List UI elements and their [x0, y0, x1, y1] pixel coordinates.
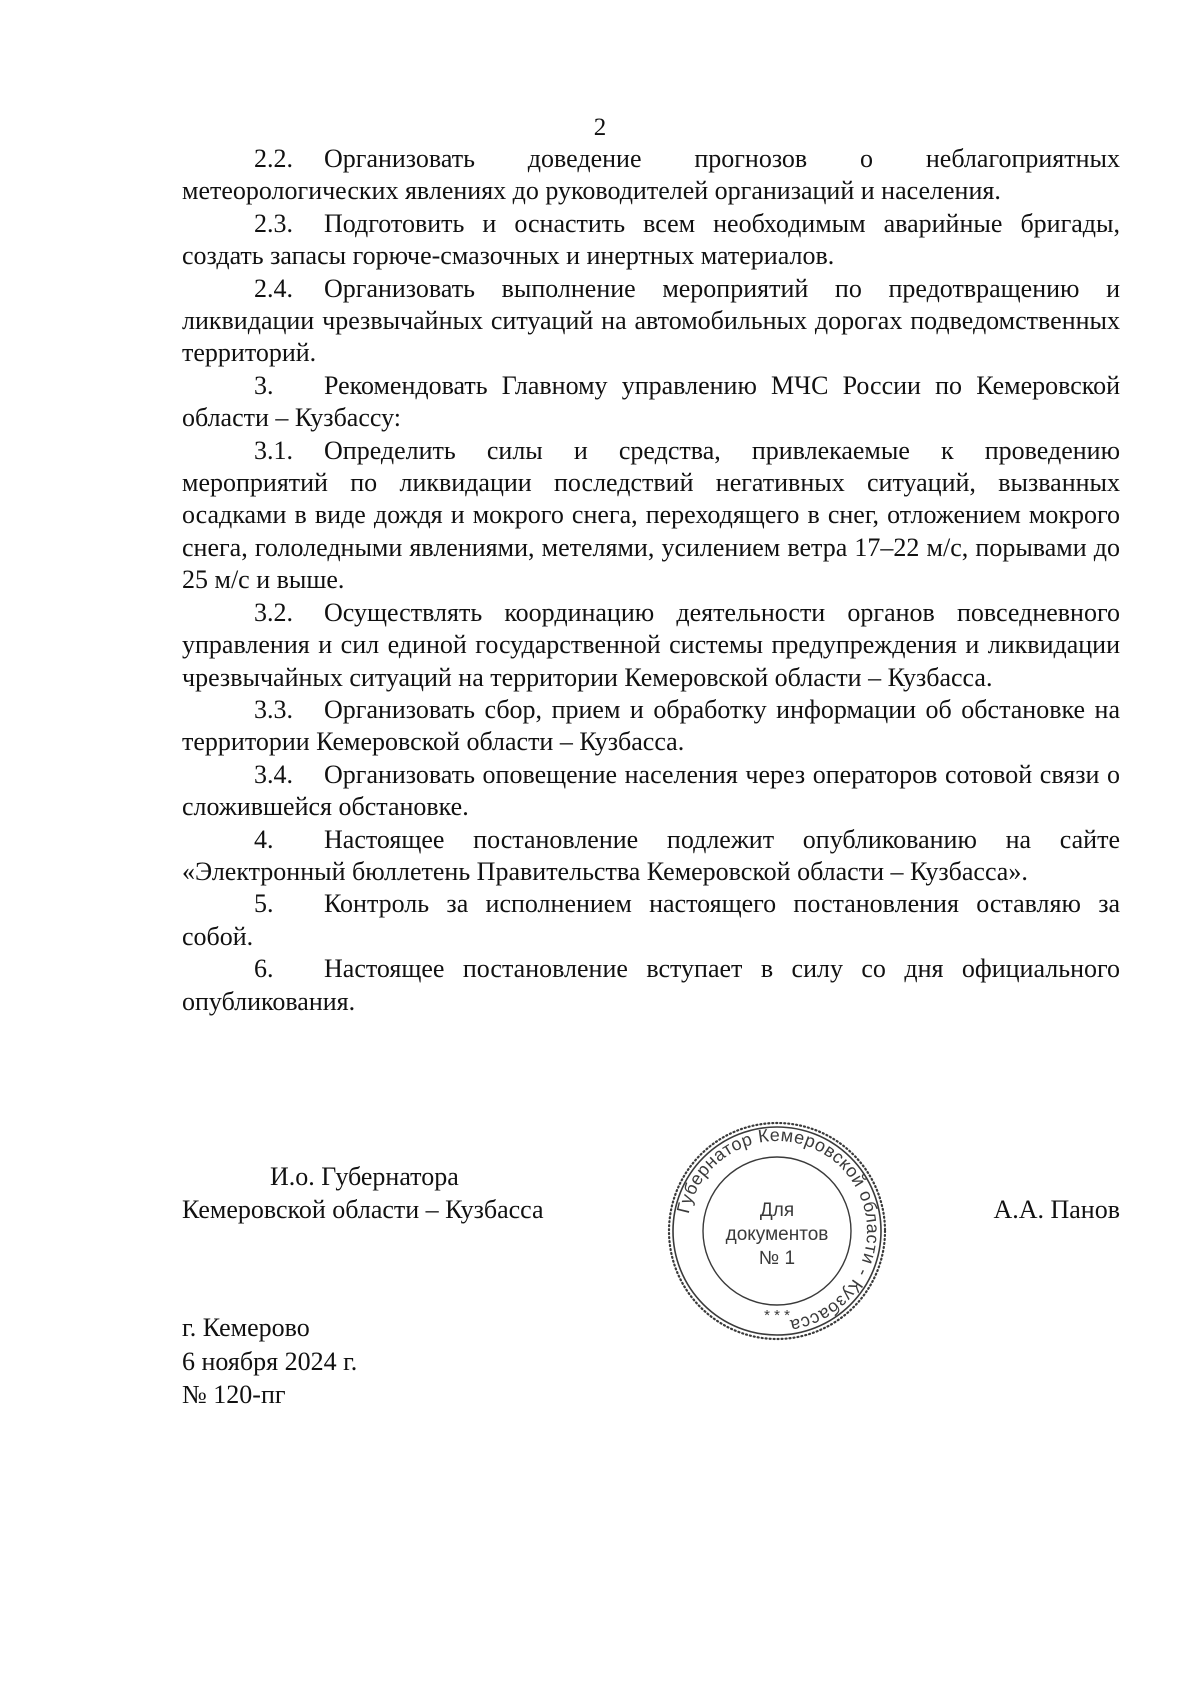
paragraph-number: 3.4.: [254, 759, 293, 789]
paragraph-3: [182, 370, 1120, 435]
paragraph-3-3: [182, 694, 1120, 759]
paragraph-text: Контроль за исполнением настоящего постановления оставляю за собой.: [182, 889, 1120, 951]
paragraph-text: Организовать сбор, прием и обработку информации об обстановке на территории Кемеровской области – Кузбасса.: [182, 694, 1120, 757]
paragraph-text: Осуществлять координацию деятельности органов повседневного управления и сил единой государственной системы предупреждения и ликвидации чрезвычайных ситуаций на территории Кемеровской области – Кузбасса.: [182, 597, 1120, 692]
paragraph-6: [182, 953, 1120, 1018]
seal-center-line1: Для: [759, 1200, 795, 1221]
paragraph-text: Настоящее постановление подлежит опубликованию на сайте «Электронный бюллетень Правительства Кемеровской области – Кузбасса».: [182, 824, 1120, 886]
paragraph-number: 2.2.: [254, 144, 293, 173]
seal-ring-text: Губернатор Кемеровской области - Кузбасса: [672, 1124, 884, 1337]
signatory-title: [182, 1160, 544, 1226]
paragraph-text: Рекомендовать Главному управлению МЧС России по Кемеровской области – Кузбассу:: [182, 370, 1120, 433]
paragraph-3-2: [182, 597, 1120, 694]
issue-city: г. Кемерово: [182, 1313, 310, 1342]
paragraph-text: Настоящее постановление вступает в силу со дня официального опубликования.: [182, 954, 1120, 1016]
paragraph-number: 4.: [254, 824, 274, 854]
paragraph-number: 5.: [254, 889, 274, 919]
paragraph-text: Организовать выполнение мероприятий по предотвращению и ликвидации чрезвычайных ситуаций на автомобильных дорогах подведомственных территорий.: [182, 273, 1120, 368]
paragraph-5: [182, 888, 1120, 953]
paragraph-2-2: [182, 143, 1120, 208]
paragraph-4: [182, 824, 1120, 889]
paragraph-number: 3.: [254, 370, 274, 400]
page-number: 2: [593, 114, 607, 141]
paragraph-number: 2.3.: [254, 208, 293, 238]
paragraph-3-1: [182, 435, 1120, 597]
paragraph-number: 2.4.: [254, 273, 293, 303]
document-number: № 120-пг: [182, 1380, 286, 1409]
paragraph-text: Организовать доведение прогнозов о неблагоприятных метеорологических явлениях до руководителей организаций и населения.: [182, 144, 1120, 206]
paragraph-number: 3.3.: [254, 694, 293, 724]
paragraph-number: 6.: [254, 954, 274, 984]
seal-center-line2: документов: [725, 1224, 829, 1245]
paragraph-2-3: [182, 208, 1120, 273]
paragraph-text: Подготовить и оснастить всем необходимым аварийные бригады, создать запасы горюче-смазочных и инертных материалов.: [182, 208, 1120, 271]
paragraph-2-4: [182, 273, 1120, 370]
paragraph-number: 3.1.: [254, 435, 293, 465]
signature-block: [182, 1160, 1120, 1240]
document-body: [182, 143, 1120, 1018]
signatory-title-line2: Кемеровской области – Кузбасса: [182, 1195, 544, 1224]
document-footer: [182, 1311, 357, 1412]
signatory-name: А.А. Панов: [993, 1195, 1120, 1224]
seal-center-line3: № 1: [758, 1248, 796, 1269]
issue-date: 6 ноября 2024 г.: [182, 1346, 358, 1376]
paragraph-3-4: [182, 759, 1120, 824]
signatory-title-line1: И.о. Губернатора: [270, 1162, 459, 1191]
paragraph-text: Определить силы и средства, привлекаемые к проведению мероприятий по ликвидации последствий негативных ситуаций, вызванных осадками в виде дождя и мокрого снега, переходящего в снег, отложением мокрого снега, гололедными явлениями, метелями, усилением ветра 17–22 м/с, порывами до 25 м/с и выше.: [182, 435, 1120, 595]
paragraph-number: 3.2.: [254, 597, 293, 627]
paragraph-text: Организовать оповещение населения через операторов сотовой связи о сложившейся обстановке.: [182, 759, 1120, 822]
seal-bottom-mark: * * *: [764, 1307, 790, 1324]
official-seal: [662, 1116, 892, 1346]
